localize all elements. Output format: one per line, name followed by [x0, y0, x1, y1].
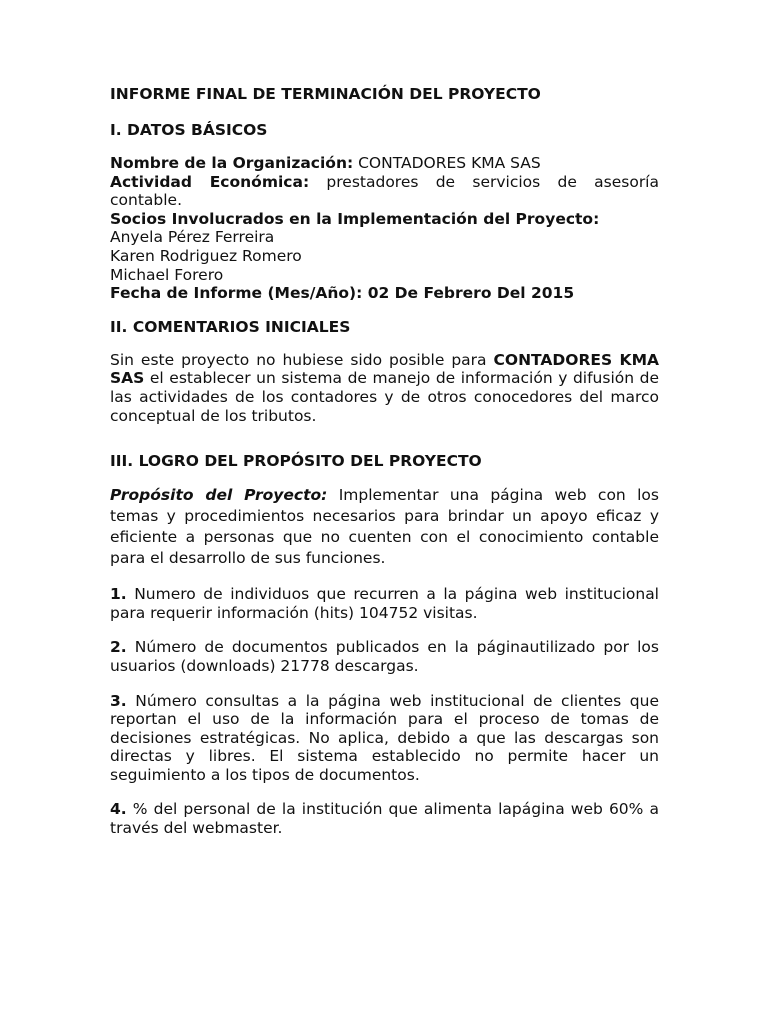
- document-title: INFORME FINAL DE TERMINACIÓN DEL PROYECTO: [110, 85, 541, 103]
- partner-item: Michael Forero: [110, 265, 224, 284]
- indicator-text: Número consultas a la página web institucional de clientes que reportan el uso de la información para el proceso de tomas de decisiones estratégicas. No aplica, debido a que las descargas son directas y libres. El sistema establecido no permite hacer un seguimiento a los tipos de documentos.: [110, 691, 659, 784]
- indicator-text: % del personal de la institución que alimenta lapágina web 60% a través del webmaster.: [110, 800, 659, 838]
- section-heading-comentarios: II. COMENTARIOS INICIALES: [110, 317, 351, 336]
- organization-label: Nombre de la Organización:: [110, 154, 354, 172]
- purpose-label: Propósito del Proyecto:: [110, 486, 328, 505]
- basic-data-block: [110, 154, 659, 303]
- indicator-number: 2.: [110, 638, 127, 657]
- indicator-number: 1.: [110, 585, 127, 604]
- organization-value: CONTADORES KMA SAS: [353, 154, 541, 172]
- partner-item: Anyela Pérez Ferreira: [110, 228, 275, 247]
- indicator-number: 3.: [110, 691, 127, 710]
- section-heading-logro: III. LOGRO DEL PROPÓSITO DEL PROYECTO: [110, 452, 482, 471]
- indicator-item: [110, 692, 659, 785]
- organization-line: [110, 154, 659, 173]
- purpose-text: Implementar una página web con los temas y procedimientos necesarios para brindar un apoyo eficaz y eficiente a personas que no cuenten con el conocimiento contable para el desarrollo de sus funciones.: [110, 486, 659, 568]
- comments-company-name: CONTADORES KMA SAS: [110, 350, 659, 388]
- activity-line: [110, 173, 659, 210]
- indicator-text: Número de documentos publicados en la páginautilizado por los usuarios (downloads) 21778 descargas.: [110, 638, 659, 675]
- indicator-text: Numero de individuos que recurren a la página web institucional para requerir información (hits) 104752 visitas.: [110, 585, 659, 622]
- activity-value: prestadores de servicios de asesoría contable.: [110, 172, 659, 210]
- initial-comments-paragraph: [110, 351, 659, 425]
- indicator-item: [110, 638, 659, 675]
- purpose-paragraph: [110, 485, 659, 569]
- comments-text-end: el establecer un sistema de manejo de información y difusión de las actividades de los contadores y de otros conocedores del marco conceptual de los tributos.: [110, 369, 659, 425]
- indicator-item: [110, 585, 659, 622]
- partner-item: Karen Rodriguez Romero: [110, 246, 302, 265]
- partners-label: Socios Involucrados en la Implementación del Proyecto:: [110, 209, 600, 228]
- comments-text-start: Sin este proyecto no hubiese sido posible para: [110, 350, 494, 369]
- activity-label: Actividad Económica:: [110, 172, 310, 191]
- report-date: Fecha de Informe (Mes/Año): 02 De Febrero Del 2015: [110, 284, 575, 303]
- indicator-number: 4.: [110, 800, 127, 819]
- indicator-item: [110, 800, 659, 837]
- section-heading-datos-basicos: I. DATOS BÁSICOS: [110, 121, 268, 139]
- document-page: [110, 84, 659, 838]
